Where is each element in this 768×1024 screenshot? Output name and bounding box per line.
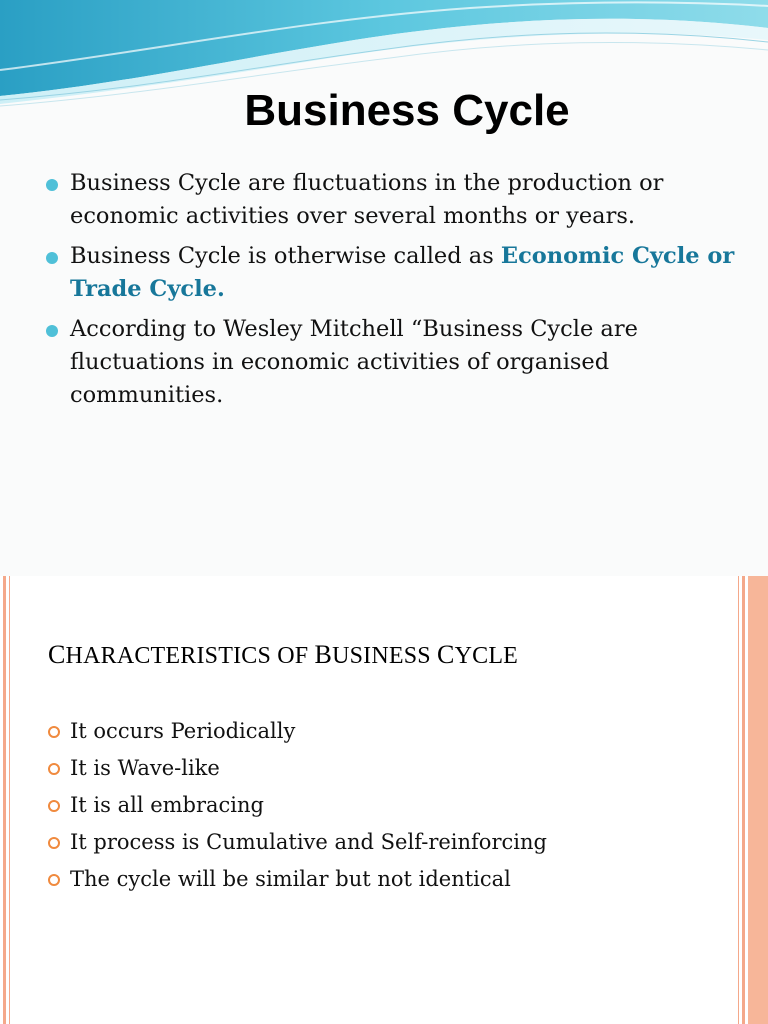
list-item: It occurs Periodically	[48, 713, 547, 750]
right-border-bar	[738, 576, 739, 1024]
ring-bullet-icon	[48, 726, 60, 738]
ring-bullet-icon	[48, 837, 60, 849]
slide-2	[0, 576, 768, 1024]
circle-bullet-icon	[46, 252, 58, 264]
ring-bullet-icon	[48, 800, 60, 812]
title-text: USINESS	[332, 643, 438, 669]
list-item: It is Wave-like	[48, 750, 547, 787]
title-initial: C	[437, 640, 455, 669]
bullet-list	[48, 713, 547, 898]
ring-bullet-icon	[48, 874, 60, 886]
bullet-text: Business Cycle are fluctuations in the production or economic activities over several months or years.	[70, 170, 664, 229]
list-item: It process is Cumulative and Self-reinforcing	[48, 824, 547, 861]
title-initial: C	[48, 640, 66, 669]
slide-title: Business Cycle	[244, 86, 570, 135]
circle-bullet-icon	[46, 179, 58, 191]
list-item	[46, 313, 761, 412]
bullet-text: Business Cycle is otherwise called as	[70, 243, 501, 269]
title-initial: B	[314, 640, 333, 669]
ring-bullet-icon	[48, 763, 60, 775]
title-text: HARACTERISTICS OF	[65, 643, 315, 669]
list-item: It is all embracing	[48, 787, 547, 824]
left-border-bar	[9, 576, 10, 1024]
right-border-bar	[748, 576, 768, 1024]
circle-bullet-icon	[46, 325, 58, 337]
list-item: The cycle will be similar but not identical	[48, 861, 547, 898]
left-border-bar	[3, 576, 6, 1024]
list-item	[46, 167, 761, 233]
bullet-text: According to Wesley Mitchell “Business Cycle are fluctuations in economic activities of organised communities.	[70, 316, 638, 408]
bullet-list	[46, 167, 761, 419]
slide-title	[48, 640, 518, 670]
highlighted-term: Economic Cycle or Trade Cycle.	[70, 243, 735, 302]
right-border-bar	[742, 576, 745, 1024]
title-text: YCLE	[454, 643, 519, 669]
list-item	[46, 240, 761, 306]
